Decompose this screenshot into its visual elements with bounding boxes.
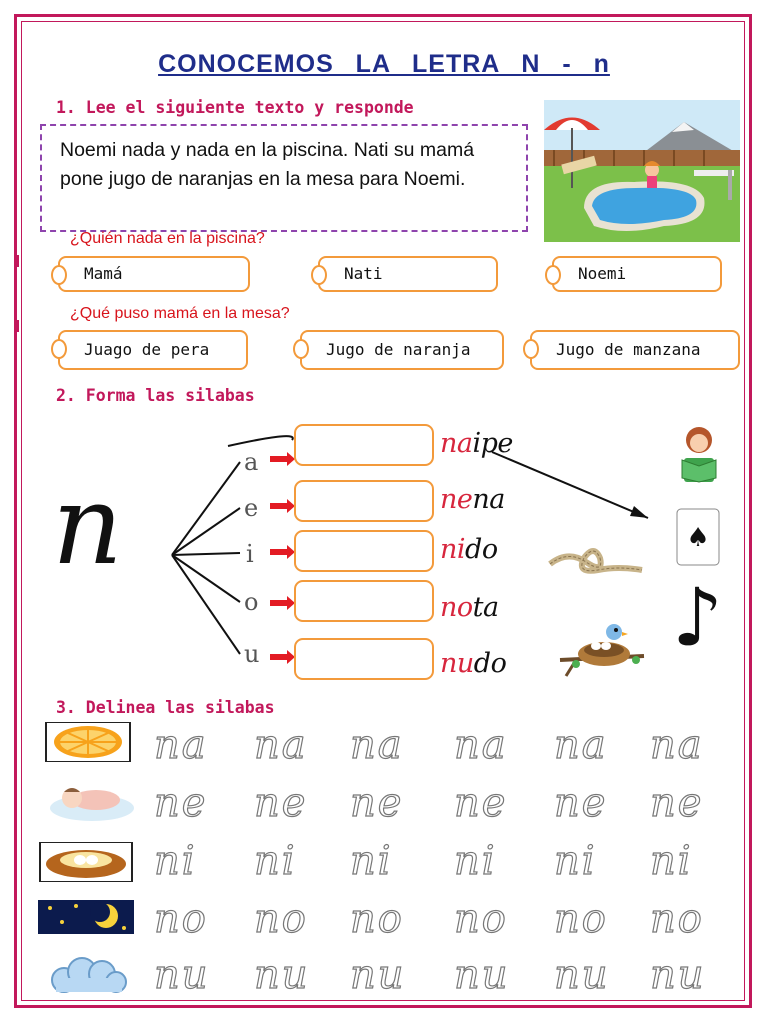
card-icon [676, 508, 720, 566]
trace-syllable[interactable]: ne [554, 780, 608, 826]
trace-syllable[interactable]: nu [254, 952, 310, 998]
trace-syllable[interactable]: ni [254, 838, 297, 884]
trace-syllable[interactable]: no [254, 896, 308, 942]
trace-syllable[interactable]: na [454, 722, 508, 768]
red-arrow-icon [270, 456, 288, 462]
section-2-heading: 2. Forma las silabas [56, 386, 255, 405]
cloud-icon [36, 956, 136, 996]
nest-icon [36, 842, 136, 882]
orange-slice-icon [36, 722, 136, 762]
option-label: Jugo de naranja [326, 340, 471, 359]
night-moon-icon [36, 898, 136, 938]
spade-symbol: ♠ [686, 523, 710, 553]
rope-knot-icon [548, 540, 644, 584]
trace-syllable[interactable]: na [254, 722, 308, 768]
reading-text: Noemi nada y nada en la piscina. Nati su mamá pone jugo de naranjas en la mesa para Noemi. [60, 139, 475, 190]
trace-syllable[interactable]: ne [154, 780, 208, 826]
red-arrow-icon [270, 600, 288, 606]
red-arrow-icon [270, 654, 288, 660]
option-label: Noemi [578, 264, 627, 283]
trace-syllable[interactable]: no [454, 896, 508, 942]
trace-syllable[interactable]: nu [454, 952, 510, 998]
girl-reading-icon [672, 424, 726, 486]
trace-syllable[interactable]: ni [350, 838, 393, 884]
trace-syllable[interactable]: no [350, 896, 404, 942]
trace-syllable[interactable]: ni [554, 838, 597, 884]
red-arrow-icon [270, 503, 288, 509]
trace-row-nu [140, 952, 740, 996]
vowel-a: a [244, 448, 259, 476]
question-2: ¿Qué puso mamá en la mesa? [70, 305, 290, 322]
trace-syllable[interactable]: ni [454, 838, 497, 884]
trace-syllable[interactable]: na [650, 722, 704, 768]
question-1: ¿Quién nada en la piscina? [70, 230, 265, 247]
trace-syllable[interactable]: nu [650, 952, 706, 998]
trace-syllable[interactable]: na [554, 722, 608, 768]
trace-syllable[interactable]: ne [254, 780, 308, 826]
word-nudo: nudo [440, 648, 507, 679]
vowel-u: u [244, 640, 260, 668]
trace-syllable[interactable]: ni [154, 838, 197, 884]
trace-syllable[interactable]: ni [650, 838, 693, 884]
trace-row-ne [140, 780, 740, 824]
section-1-heading: 1. Lee el siguiente texto y responde [56, 98, 414, 117]
option-label: Mamá [84, 264, 123, 283]
syllable-answer-box[interactable] [294, 638, 434, 680]
word-naipe: naipe [440, 428, 513, 459]
syllable-answer-box[interactable] [294, 480, 434, 522]
trace-syllable[interactable]: na [350, 722, 404, 768]
page-title: CONOCEMOS LA LETRA N - n [158, 50, 610, 78]
word-nena: nena [440, 484, 505, 515]
trace-syllable[interactable]: no [554, 896, 608, 942]
section-3-heading: 3. Delinea las silabas [56, 698, 275, 717]
trace-row-na [140, 722, 740, 766]
trace-syllable[interactable]: no [650, 896, 704, 942]
trace-syllable[interactable]: nu [350, 952, 406, 998]
word-nido: nido [440, 534, 498, 565]
option-label: Juago de pera [84, 340, 210, 359]
sleeping-baby-icon [36, 782, 136, 822]
option-label: Nati [344, 264, 383, 283]
syllable-answer-box[interactable] [294, 424, 434, 466]
trace-syllable[interactable]: ne [650, 780, 704, 826]
trace-syllable[interactable]: ne [454, 780, 508, 826]
big-letter-n: n [52, 461, 123, 589]
trace-row-ni [140, 838, 740, 882]
vowel-e: e [244, 494, 259, 522]
bird-nest-icon [556, 616, 646, 680]
trace-syllable[interactable]: nu [554, 952, 610, 998]
trace-syllable[interactable]: nu [154, 952, 210, 998]
syllable-answer-box[interactable] [294, 530, 434, 572]
trace-syllable[interactable]: na [154, 722, 208, 768]
syllable-answer-box[interactable] [294, 580, 434, 622]
music-note-icon: ♪ [672, 571, 724, 664]
word-nota: nota [440, 592, 499, 623]
red-arrow-icon [270, 549, 288, 555]
trace-syllable[interactable]: no [154, 896, 208, 942]
trace-row-no [140, 896, 740, 940]
option-label: Jugo de manzana [556, 340, 701, 359]
trace-syllable[interactable]: ne [350, 780, 404, 826]
vowel-o: o [244, 588, 259, 616]
vowel-i: i [246, 540, 254, 568]
